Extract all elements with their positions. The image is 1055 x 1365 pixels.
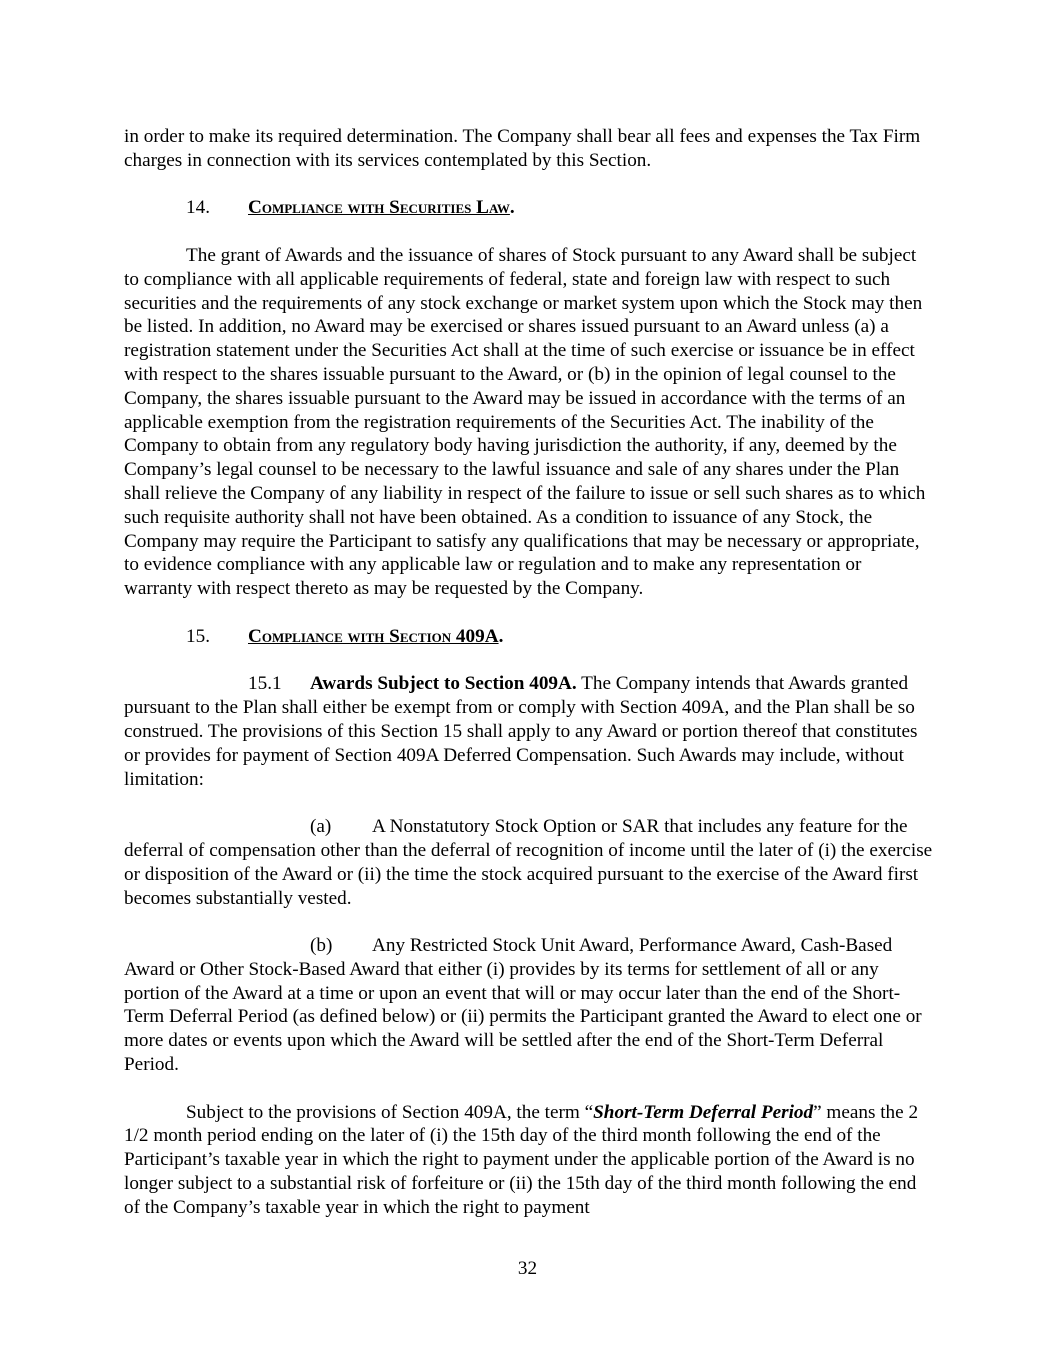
- section-15-number: 15.: [186, 625, 210, 647]
- section-15-1-title: Awards Subject to Section 409A.: [310, 673, 577, 695]
- definition-after: ” means the 2 1/2 month period ending on the later of (i) the 15th day of the third month following the end of the Participant’s taxable year in which the right to payment under the applicable portion of the Award is no longer subject to a substantial risk of forfeiture or (ii) the 15th day of the third month following the end of the Company’s taxable year in which the right to payment: [124, 1101, 919, 1218]
- section-14-body: The grant of Awards and the issuance of shares of Stock pursuant to any Award shall be subject to compliance with all applicable requirements of federal, state and foreign law with respect to such securities and the requirements of any stock exchange or market system upon which the Stock may then be listed. In addition, no Award may be exercised or shares issued pursuant to an Award unless (a) a registration statement under the Securities Act shall at the time of such exercise or issuance be in effect with respect to the shares issuable pursuant to the Award, or (b) in the opinion of legal counsel to the Company, the shares issuable pursuant to the Award may be issued in accordance with the terms of an applicable exemption from the registration requirements of the Securities Act. The inability of the Company to obtain from any regulatory body having jurisdiction the authority, if any, deemed by the Company’s legal counsel to be necessary to the lawful issuance and sale of any shares under the Plan shall relieve the Company of any liability in respect of the failure to issue or sell such shares as to which such requisite authority shall not have been obtained. As a condition to issuance of any Stock, the Company may require the Participant to satisfy any qualifications that may be necessary or appropriate, to evidence compliance with any applicable law or regulation and to make any representation or warranty with respect thereto as may be requested by the Company.: [124, 244, 926, 600]
- section-15-1-body: The Company intends that Awards granted pursuant to the Plan shall either be exempt from or comply with Section 409A, and the Plan shall be so construed. The provisions of this Section 15 shall apply to any Award or portion thereof that constitutes or provides for payment of Section 409A Deferred Compensation. Such Awards may include, without limitation:: [124, 673, 918, 790]
- definition-before: Subject to the provisions of Section 409A, the term “: [186, 1101, 594, 1123]
- item-b-label: (b): [310, 935, 333, 957]
- page-number: 32: [517, 1258, 538, 1279]
- section-15-title: Compliance with Section 409A: [248, 625, 499, 647]
- section-15-period: .: [498, 625, 504, 647]
- document-page: [124, 125, 934, 1220]
- section-14-title: Compliance with Securities Law: [248, 197, 510, 219]
- defined-term: Short-Term Deferral Period: [593, 1101, 814, 1123]
- section-14-period: .: [509, 197, 515, 219]
- section-15-1-number: 15.1: [248, 673, 282, 695]
- definition-paragraph: [124, 1101, 934, 1220]
- section-14-number: 14.: [186, 197, 210, 219]
- intro-paragraph: in order to make its required determination. The Company shall bear all fees and expenses the Tax Firm charges in connection with its services contemplated by this Section.: [124, 126, 921, 171]
- item-b-body: Any Restricted Stock Unit Award, Performance Award, Cash-Based Award or Other Stock-Based Award that either (i) provides by its terms for settlement of all or any portion of the Award at a time or upon an event that will or may occur later than the end of the Short-Term Deferral Period (as defined below) or (ii) permits the Participant granted the Award to elect one or more dates or events upon which the Award will be settled after the end of the Short-Term Deferral Period.: [124, 935, 922, 1076]
- section-14-heading: [124, 196, 934, 220]
- item-a-label: (a): [310, 816, 332, 838]
- item-a-body: A Nonstatutory Stock Option or SAR that includes any feature for the deferral of compensation other than the deferral of recognition of income until the later of (i) the exercise or disposition of the Award or (ii) the time the stock acquired pursuant to the exercise of the Award first becomes substantially vested.: [124, 816, 933, 909]
- section-15-heading: [124, 625, 934, 649]
- section-15-1-paragraph: [124, 672, 934, 791]
- item-b-paragraph: [124, 934, 934, 1077]
- item-a-paragraph: [124, 815, 934, 910]
